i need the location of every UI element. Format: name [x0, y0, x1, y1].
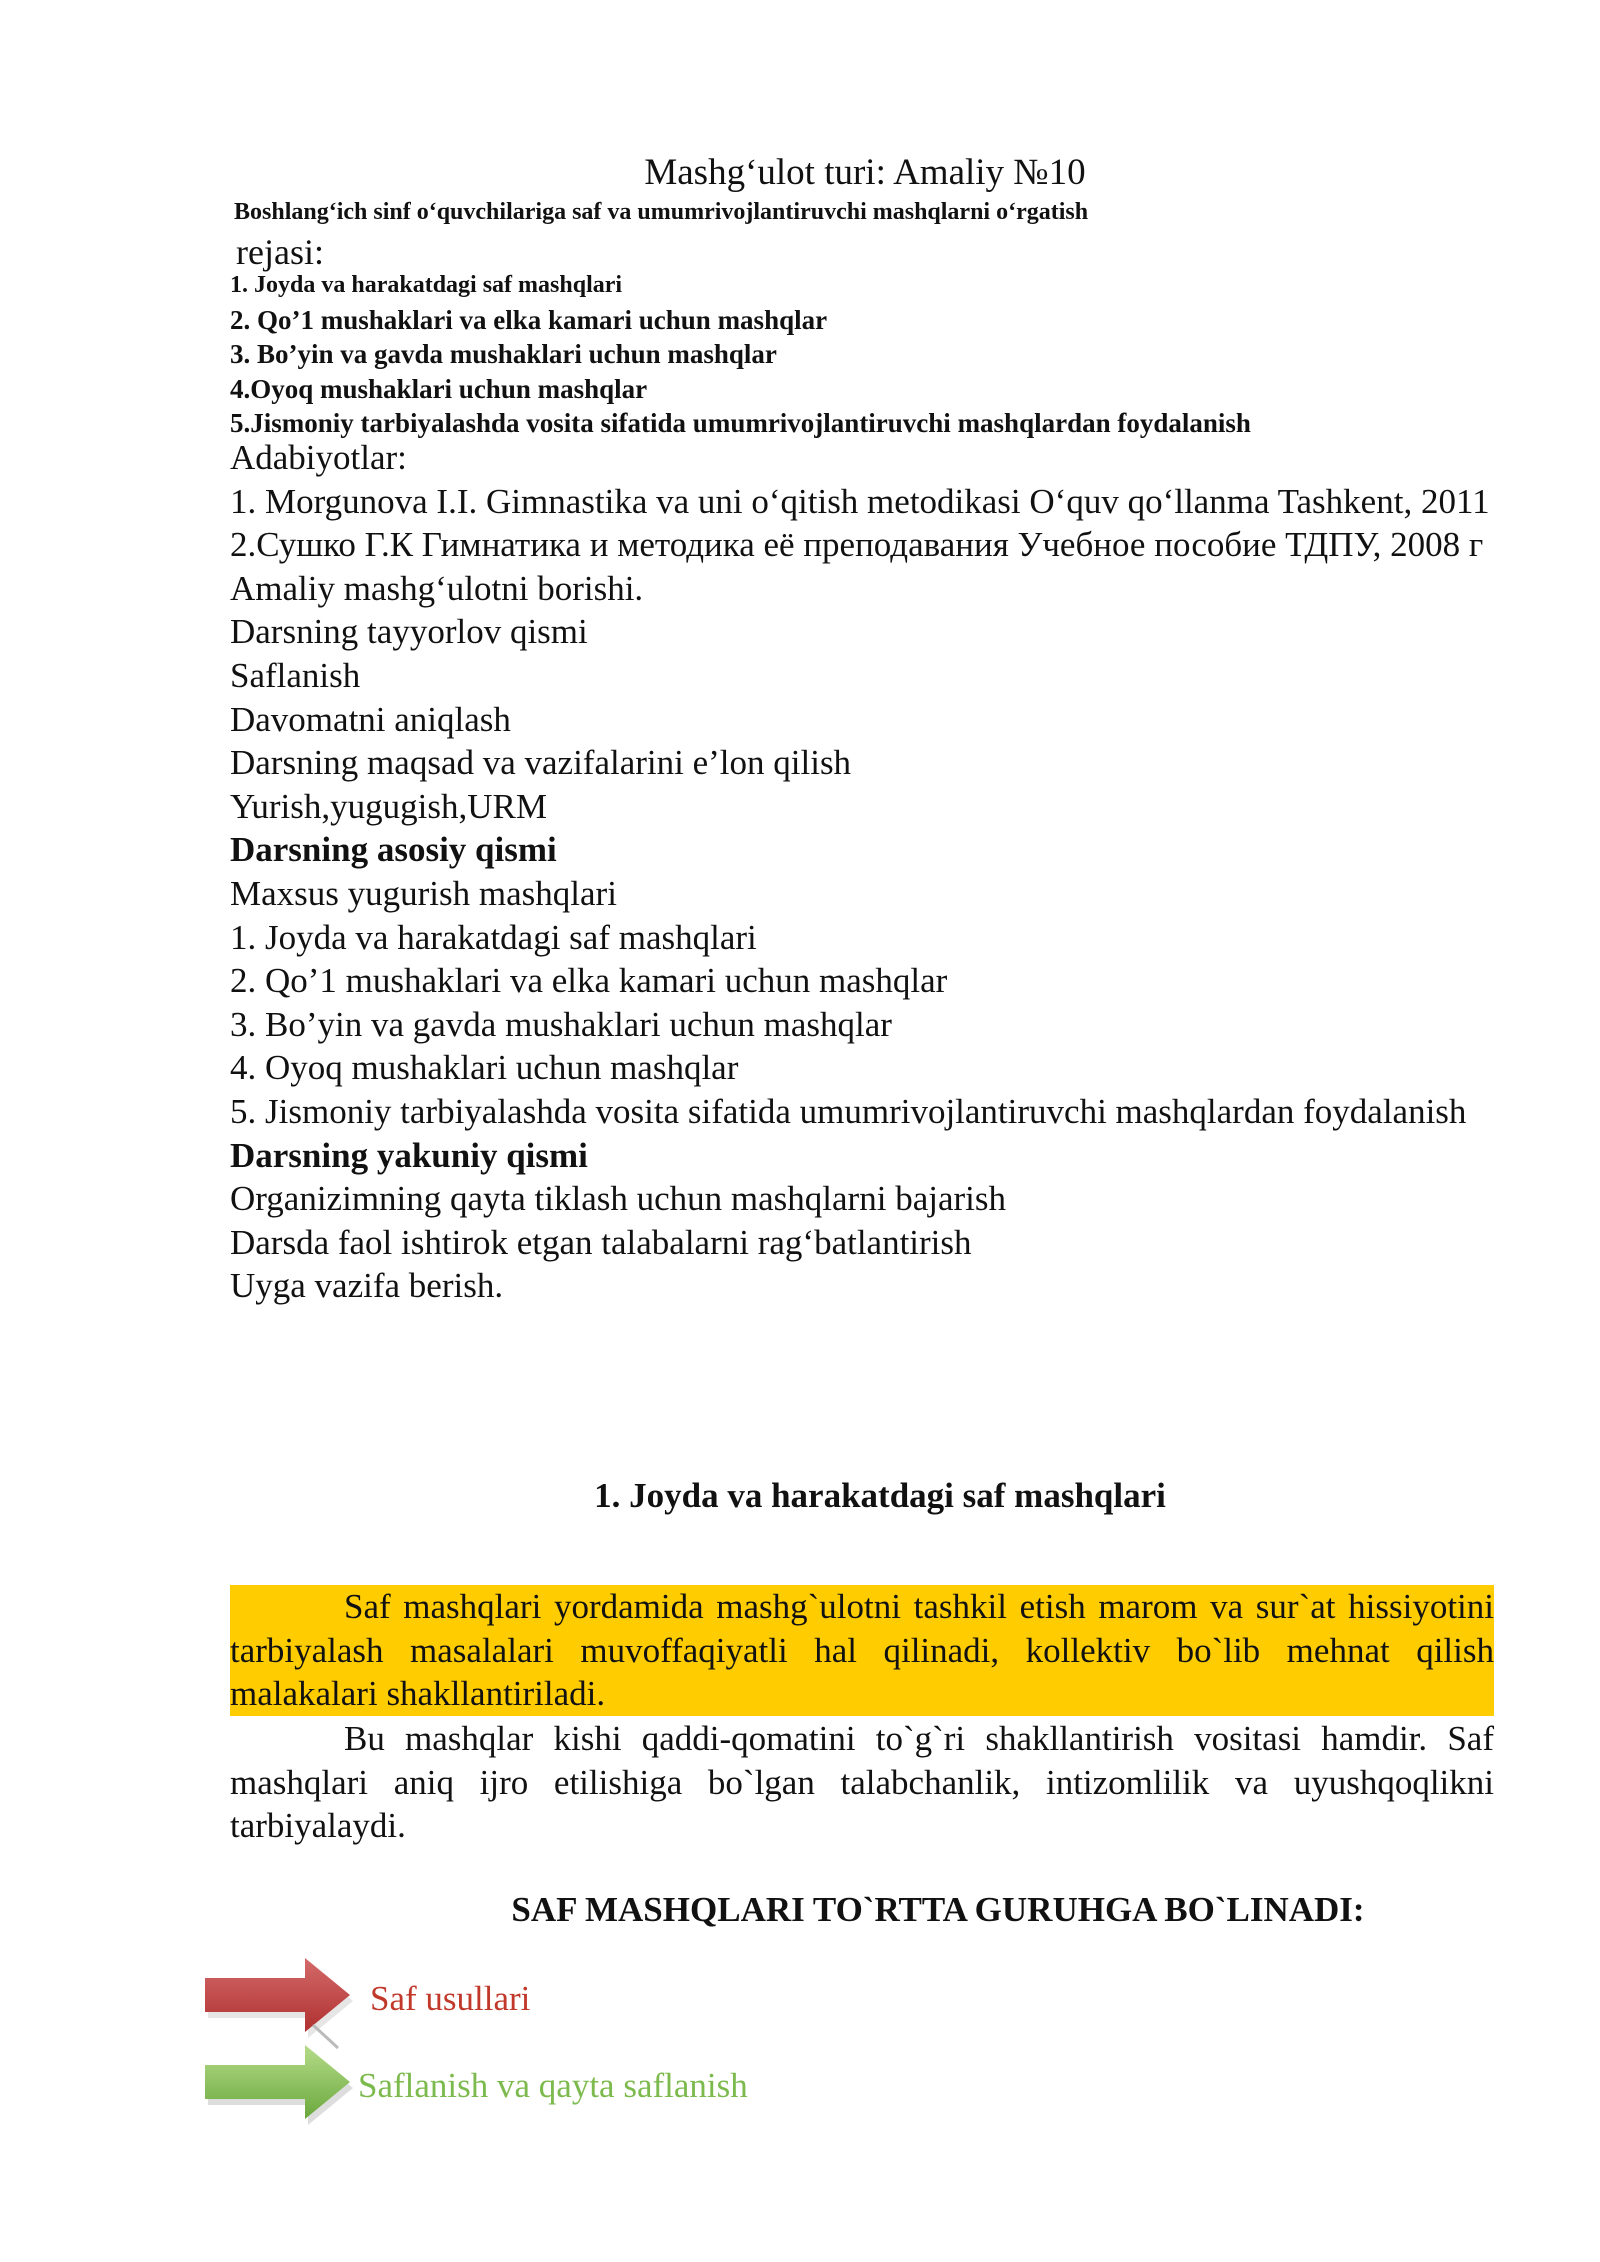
- prep-title: Darsning tayyorlov qismi: [230, 612, 588, 652]
- final-title: Darsning yakuniy qismi: [230, 1135, 588, 1175]
- final-item: Organizimning qayta tiklash uchun mashqlarni bajarish: [230, 1179, 1006, 1219]
- prep-item: Davomatni aniqlash: [230, 699, 511, 739]
- plan-item: 1. Joyda va harakatdagi saf mashqlari: [230, 272, 623, 298]
- category-label: Saf usullari: [370, 1979, 531, 2018]
- plan-item: 3. Bo’yin va gavda mushaklari uchun mashqlar: [230, 339, 777, 369]
- prep-item: Darsning maqsad va vazifalarini e’lon qilish: [230, 743, 852, 783]
- literature-item: 1. Morgunova I.I. Gimnastika va uni o‘qitish metodikasi O‘quv qo‘llanma Tashkent, 2011: [230, 481, 1490, 521]
- plan-list: [230, 268, 1251, 441]
- green-arrow-icon: [200, 2037, 360, 2137]
- final-item: Darsda faol ishtirok etgan talabalarni rag‘batlantirish: [230, 1222, 972, 1262]
- lesson-title: Mashg‘ulot turi: Amaliy №10: [644, 152, 1086, 193]
- main-item: 3. Bo’yin va gavda mushaklari uchun mashqlar: [230, 1004, 892, 1044]
- section2-heading: SAF MASHQLARI TO`RTTA GURUHGA BO`LINADI:: [511, 1890, 1365, 1929]
- lesson-subtitle: Boshlang‘ich sinf o‘quvchilariga saf va umumrivojlantiruvchi mashqlarni o‘rgatish: [234, 199, 1089, 225]
- plan-label: rejasi:: [236, 232, 324, 272]
- literature-item: 2.Сушко Г.К Гимнатика и методика её преподавания Учебное пособие ТДПУ, 2008 г: [230, 525, 1484, 565]
- lesson-heading: Amaliy mashg‘ulotni borishi.: [230, 568, 644, 608]
- main-title: Darsning asosiy qismi: [230, 830, 557, 870]
- highlighted-paragraph: Saf mashqlari yordamida mashg`ulotni tashkil etish marom va sur`at hissiyotini tarbiyalash masalalari muvoffaqiyatli hal qilinadi, kollektiv bo`lib mehnat qilish malakalari shakllantiriladi.: [230, 1585, 1494, 1716]
- literature-label: Adabiyotlar:: [230, 438, 407, 477]
- section1-heading: 1. Joyda va harakatdagi saf mashqlari: [594, 1476, 1166, 1515]
- final-item: Uyga vazifa berish.: [230, 1266, 504, 1306]
- category-label: Saflanish va qayta saflanish: [358, 2066, 748, 2105]
- plan-item: 5.Jismoniy tarbiyalashda vosita sifatida umumrivojlantiruvchi mashqlardan foydalanish: [230, 408, 1251, 438]
- plan-item: 4.Oyoq mushaklari uchun mashqlar: [230, 373, 648, 404]
- plan-item: 2. Qo’1 mushaklari va elka kamari uchun mashqlar: [230, 304, 828, 335]
- prep-item: Yurish,yugugish,URM: [230, 786, 547, 826]
- main-item: 2. Qo’1 mushaklari va elka kamari uchun mashqlar: [230, 961, 948, 1001]
- red-arrow-icon: [200, 1950, 360, 2050]
- main-item: 1. Joyda va harakatdagi saf mashqlari: [230, 917, 757, 957]
- main-item: 4. Oyoq mushaklari uchun mashqlar: [230, 1048, 739, 1088]
- paragraph: Bu mashqlar kishi qaddi-qomatini to`g`ri shakllantirish vositasi hamdir. Saf mashqlari aniq ijro etilishiga bo`lgan talabchanlik, intizomlilik va uyushqoqlikni tarbiyalaydi.: [230, 1719, 1494, 1846]
- main-item: 5. Jismoniy tarbiyalashda vosita sifatida umumrivojlantiruvchi mashqlardan foydalanish: [230, 1091, 1467, 1131]
- prep-item: Saflanish: [230, 655, 361, 695]
- lesson-body: [230, 436, 1500, 1308]
- main-intro: Maxsus yugurish mashqlari: [230, 873, 617, 913]
